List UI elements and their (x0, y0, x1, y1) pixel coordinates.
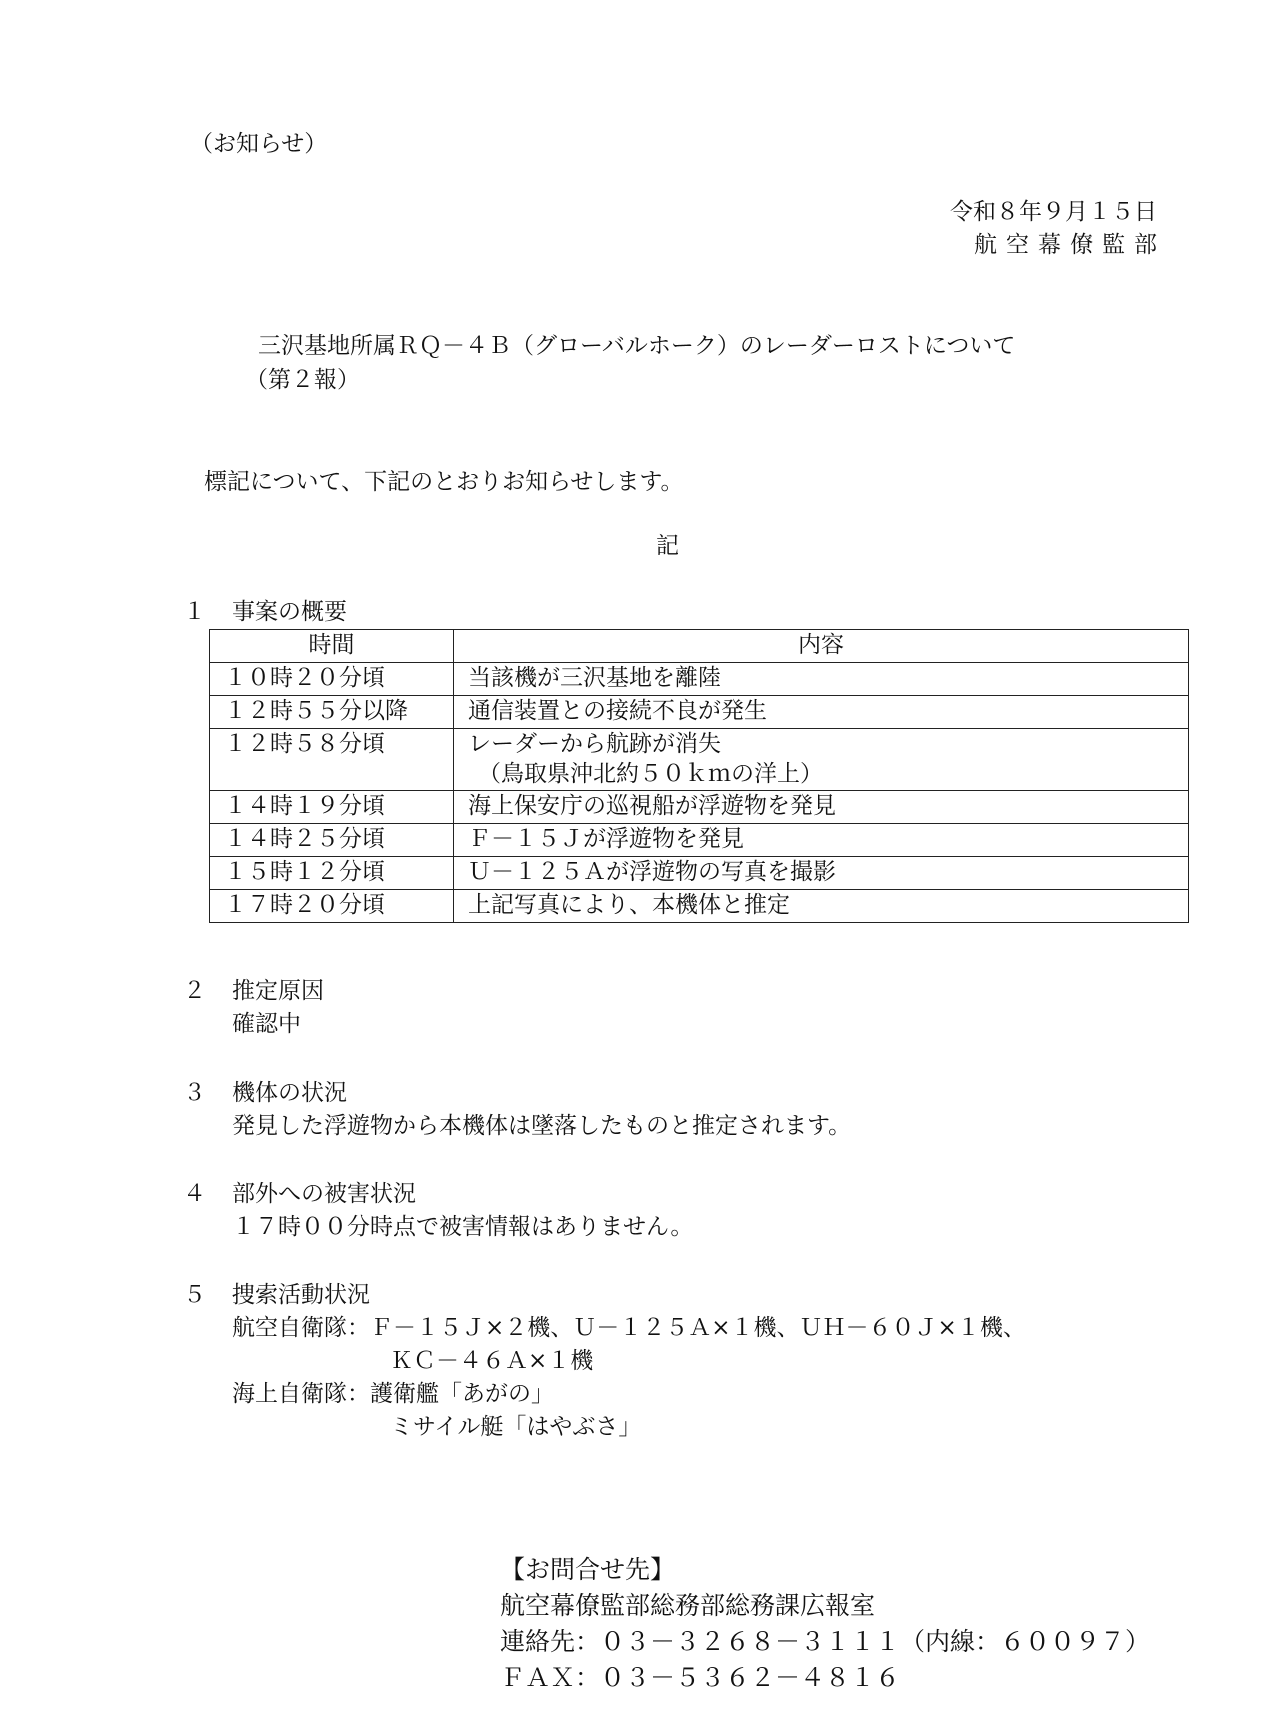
section-2-number: ２ (183, 978, 206, 1004)
section-3-number: ３ (183, 1080, 206, 1106)
header-time: 時間 (210, 630, 454, 663)
contact-block (500, 1552, 1150, 1696)
intro-text: 標記について、下記のとおりお知らせします。 (204, 469, 684, 495)
contact-office: 航空幕僚監部総務部総務課広報室 (500, 1591, 876, 1620)
table-row (210, 695, 1189, 728)
msdf-label: 海上自衛隊： (232, 1381, 370, 1407)
section-2-title: 推定原因 (232, 978, 324, 1004)
row-content (454, 728, 1189, 791)
notice-tag: （お知らせ） (190, 131, 328, 157)
msdf-ship-1: 護衛艦「あがの」 (370, 1381, 554, 1407)
row-content-line1: レーダーから航跡が消失 (468, 730, 721, 757)
asdf-aircraft: Ｆ－１５Ｊ×２機、Ｕ－１２５Ａ×１機、ＵＨ－６０Ｊ×１機、 (370, 1315, 1026, 1341)
row-content: Ｕ－１２５Ａが浮遊物の写真を撮影 (454, 857, 1189, 890)
row-content: 当該機が三沢基地を離陸 (454, 662, 1189, 695)
msdf-assets-line1 (232, 1378, 554, 1411)
row-time: １０時２０分頃 (210, 662, 454, 695)
row-content: 海上保安庁の巡視船が浮遊物を発見 (454, 791, 1189, 824)
row-time: １５時１２分頃 (210, 857, 454, 890)
section-5-number: ５ (183, 1282, 206, 1308)
table-header-row (210, 630, 1189, 663)
table-row (210, 890, 1189, 923)
issue-date: 令和８年９月１５日 (950, 199, 1157, 225)
msdf-ship-2: ミサイル艇「はやぶさ」 (390, 1414, 642, 1440)
asdf-assets-line1 (232, 1312, 1026, 1345)
asdf-label: 航空自衛隊： (232, 1315, 370, 1341)
section-4-body: １７時００分時点で被害情報はありません。 (232, 1214, 694, 1240)
header-content: 内容 (454, 630, 1189, 663)
event-timeline-table (209, 629, 1189, 923)
asdf-assets-line2: ＫＣ－４６Ａ×１機 (390, 1348, 594, 1374)
section-2-body: 確認中 (232, 1011, 301, 1037)
row-content: 上記写真により、本機体と推定 (454, 890, 1189, 923)
section-5-title: 捜索活動状況 (232, 1282, 370, 1308)
table-row (210, 728, 1189, 791)
table-row (210, 824, 1189, 857)
row-content: Ｆ－１５Ｊが浮遊物を発見 (454, 824, 1189, 857)
row-time: １４時１９分頃 (210, 791, 454, 824)
subject-title: 三沢基地所属ＲＱ－４Ｂ（グローバルホーク）のレーダーロストについて (258, 333, 1016, 359)
row-content: 通信装置との接続不良が発生 (454, 695, 1189, 728)
section-1-title: 事案の概要 (232, 599, 347, 625)
section-3-body: 発見した浮遊物から本機体は墜落したものと推定されます。 (232, 1113, 852, 1139)
issuer-block (950, 196, 1166, 263)
section-1-number: １ (183, 599, 206, 625)
row-time: １７時２０分頃 (210, 890, 454, 923)
row-content-line2: （鳥取県沖北約５０ｋｍの洋上） (478, 760, 823, 787)
contact-phone: 連絡先：０３－３２６８－３１１１（内線：６００９７） (500, 1627, 1151, 1656)
issuer-name: 航空幕僚監部 (974, 232, 1166, 259)
section-4-number: ４ (183, 1181, 206, 1207)
section-3-title: 機体の状況 (232, 1080, 347, 1106)
table-row (210, 857, 1189, 890)
subject-report-number: （第２報） (245, 367, 360, 393)
row-time: １２時５８分頃 (210, 728, 454, 791)
table-row (210, 662, 1189, 695)
contact-fax: ＦＡＸ：０３－５３６２－４８１６ (500, 1663, 901, 1692)
ki-heading: 記 (656, 533, 679, 559)
section-4-title: 部外への被害状況 (232, 1181, 416, 1207)
table-row (210, 791, 1189, 824)
contact-heading: 【お問合せ先】 (500, 1555, 676, 1584)
row-time: １２時５５分以降 (210, 695, 454, 728)
row-time: １４時２５分頃 (210, 824, 454, 857)
